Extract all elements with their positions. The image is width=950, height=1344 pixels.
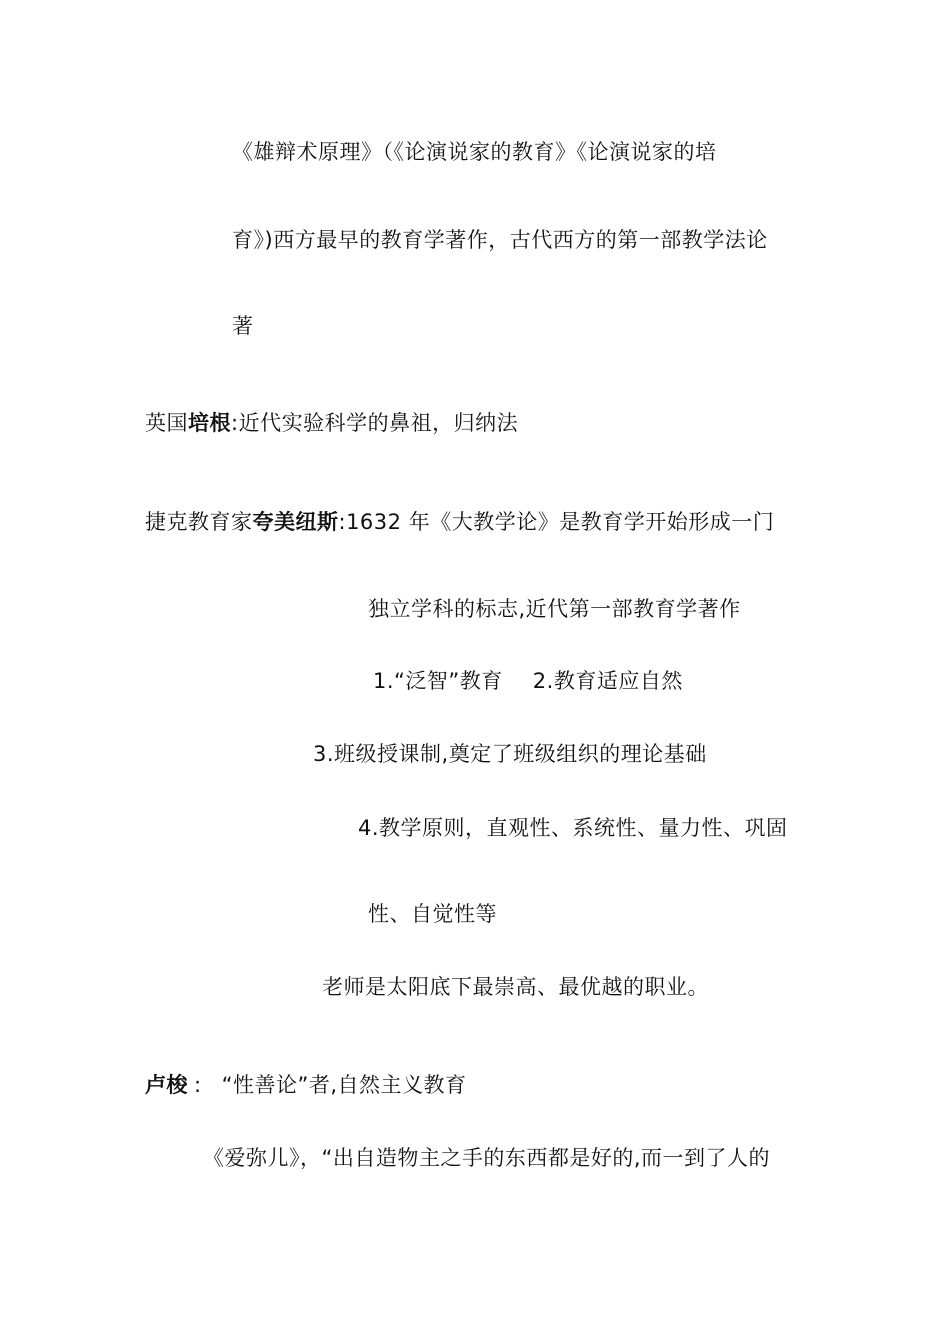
quintilian-line-2: 育》)西方最早的教育学著作，古代西方的第一部教学法论 bbox=[232, 228, 768, 252]
rousseau-line-1 bbox=[145, 1071, 467, 1099]
comenius-name: 夸美纽斯 bbox=[252, 510, 339, 534]
comenius-line-1 bbox=[145, 508, 774, 536]
bacon-text: :近代实验科学的鼻祖，归纳法 bbox=[231, 411, 519, 435]
quintilian-line-1: 《雄辩术原理》（《论演说家的教育》《论演说家的培 bbox=[232, 140, 717, 164]
comenius-point-3: 3.班级授课制,奠定了班级组织的理论基础 bbox=[313, 742, 707, 766]
rousseau-name: 卢梭 bbox=[145, 1073, 188, 1097]
bacon-line bbox=[145, 409, 518, 437]
comenius-points-row bbox=[373, 667, 683, 695]
bacon-name: 培根 bbox=[188, 411, 231, 435]
comenius-quote: 老师是太阳底下最崇高、最优越的职业。 bbox=[322, 975, 709, 999]
comenius-point-4-line-1: 4.教学原则，直观性、系统性、量力性、巩固 bbox=[358, 816, 788, 840]
rousseau-line-2: 《爱弥儿》，“出自造物主之手的东西都是好的,而一到了人的 bbox=[203, 1146, 771, 1170]
comenius-text: :1632 年《大教学论》是教育学开始形成一门 bbox=[338, 510, 775, 534]
comenius-prefix: 捷克教育家 bbox=[145, 510, 253, 534]
comenius-point-4-line-2: 性、自觉性等 bbox=[368, 902, 497, 926]
rousseau-colon: : bbox=[194, 1073, 202, 1097]
comenius-line-2: 独立学科的标志,近代第一部教育学著作 bbox=[368, 597, 741, 621]
rousseau-text: “性善论”者,自然主义教育 bbox=[221, 1073, 467, 1097]
quintilian-line-3: 著 bbox=[232, 314, 254, 338]
comenius-point-2: 2.教育适应自然 bbox=[532, 669, 683, 693]
comenius-point-1: 1.“泛智”教育 bbox=[373, 669, 503, 693]
bacon-prefix: 英国 bbox=[145, 411, 188, 435]
